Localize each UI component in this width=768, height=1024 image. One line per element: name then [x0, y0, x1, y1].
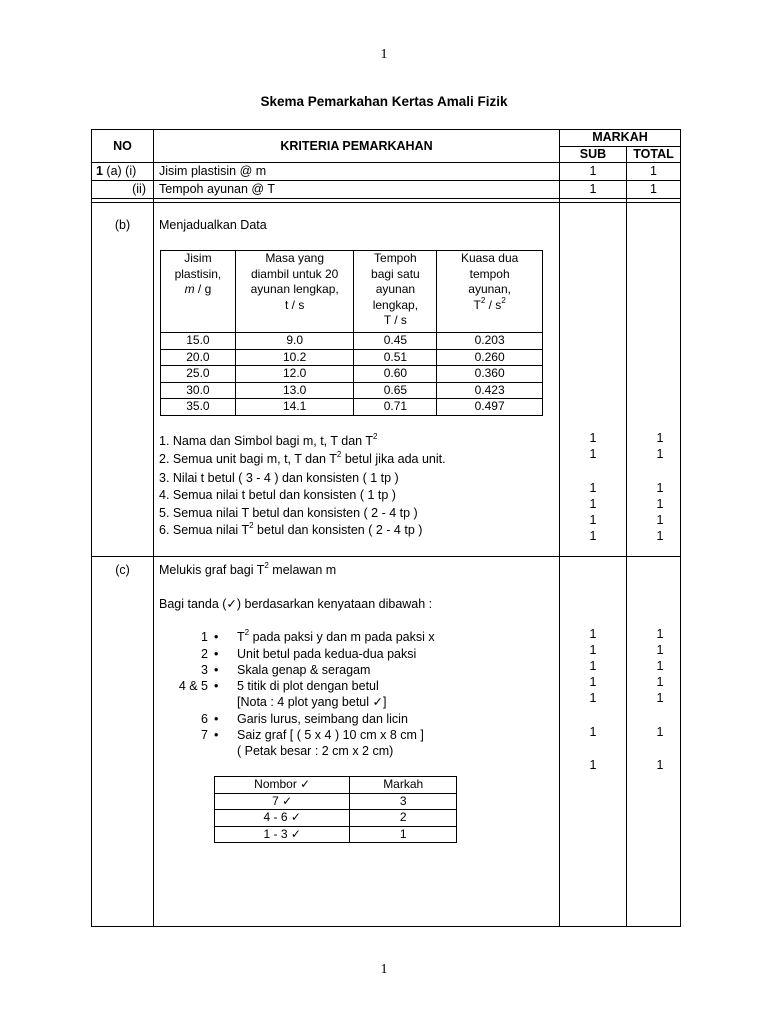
score-table-row — [215, 810, 457, 827]
criteria-text: Garis lurus, seimbang dan licin — [237, 712, 408, 726]
row-a-i-number: 1 (a) (i) — [96, 164, 137, 178]
header-kriteria: KRITERIA PEMARKAHAN — [280, 139, 433, 153]
data-table-cell: 35.0 — [161, 399, 236, 416]
data-table-row — [161, 366, 543, 383]
criteria-item: 3. Nilai t betul ( 3 - 4 ) dan konsisten ( 1 tp ) — [159, 471, 399, 485]
criteria-number: 6 — [201, 712, 208, 726]
data-table — [160, 250, 543, 416]
bullet-icon: • — [214, 663, 219, 677]
criteria-item: 1. Nama dan Simbol bagi m, t, T dan $T^2$ — [159, 432, 378, 448]
data-table-cell: 9.0 — [235, 333, 354, 350]
criteria-item: 4. Semua nilai t betul dan konsisten ( 1 tp ) — [159, 488, 396, 502]
criteria-text: Saiz graf [ ( 5 x 4 ) 10 cm x 8 cm ] — [237, 728, 424, 742]
data-table-row — [161, 333, 543, 350]
bullet-icon: • — [214, 712, 219, 726]
sub-mark: 1 — [589, 627, 597, 641]
sub-mark: 1 — [589, 497, 597, 511]
data-table-row — [161, 349, 543, 366]
total-mark: 1 — [656, 643, 664, 657]
total-mark: 1 — [656, 447, 664, 461]
total-mark: 1 — [656, 725, 664, 739]
bullet-icon: • — [214, 647, 219, 661]
row-a-ii-criteria: Tempoh ayunan @ T — [159, 182, 275, 196]
row-a-ii-total: 1 — [650, 182, 657, 196]
data-table-cell: 15.0 — [161, 333, 236, 350]
data-table-cell: 0.45 — [354, 333, 437, 350]
row-a-ii-number: (ii) — [132, 182, 146, 196]
header-sub: SUB — [579, 147, 607, 161]
criteria-text: ( Petak besar : 2 cm x 2 cm) — [237, 744, 394, 758]
sub-mark: 1 — [589, 513, 597, 527]
score-table-header: Markah — [350, 777, 457, 794]
sub-mark: 1 — [589, 447, 597, 461]
bullet-icon: • — [214, 679, 219, 693]
bullet-icon: • — [214, 728, 219, 742]
sub-mark: 1 — [589, 691, 597, 705]
criteria-item: 5. Semua nilai T betul dan konsisten ( 2 - 4 tp ) — [159, 506, 418, 520]
score-table-row — [215, 826, 457, 843]
total-mark: 1 — [656, 758, 664, 772]
data-table-cell: 20.0 — [161, 349, 236, 366]
data-table-cell: 0.60 — [354, 366, 437, 383]
data-table-cell: 0.203 — [437, 333, 543, 350]
data-table-cell: 0.71 — [354, 399, 437, 416]
criteria-text: Skala genap & seragam — [237, 663, 371, 677]
criteria-number: 2 — [201, 647, 208, 661]
criteria-item: 2. Semua unit bagi m, t, T dan $T^2$ betul jika ada unit. — [159, 450, 446, 466]
page-number-top: 1 — [380, 47, 388, 62]
data-table-row — [161, 399, 543, 416]
sub-mark: 1 — [589, 529, 597, 543]
criteria-item: 6. Semua nilai $T^2$ betul dan konsisten ( 2 - 4 tp ) — [159, 521, 423, 537]
sub-mark: 1 — [589, 643, 597, 657]
data-table-cell: 0.260 — [437, 349, 543, 366]
sub-mark: 1 — [589, 431, 597, 445]
total-mark: 1 — [656, 481, 664, 495]
score-table-cell: 1 - 3 ✓ — [215, 826, 350, 843]
score-table — [214, 776, 457, 843]
data-table-cell: 0.65 — [354, 382, 437, 399]
data-table-row — [161, 382, 543, 399]
row-c-heading: Melukis graf bagi $T^2$ melawan m — [159, 561, 337, 577]
score-table-cell: 7 ✓ — [215, 793, 350, 810]
sub-mark: 1 — [589, 675, 597, 689]
sub-mark: 1 — [589, 758, 597, 772]
total-mark: 1 — [656, 529, 664, 543]
data-table-cell: 10.2 — [235, 349, 354, 366]
data-table-cell: 0.423 — [437, 382, 543, 399]
bullet-icon: • — [214, 630, 219, 644]
criteria-number: 1 — [201, 630, 208, 644]
total-mark: 1 — [656, 431, 664, 445]
row-c-instruction: Bagi tanda (✓) berdasarkan kenyataan dibawah : — [159, 597, 433, 611]
data-table-header-period: Tempoh bagi satu ayunan lengkap, T / s — [354, 251, 437, 333]
data-table-header-mass: Jisim plastisin, m / g — [161, 251, 236, 333]
sub-mark: 1 — [589, 659, 597, 673]
sub-mark: 1 — [589, 481, 597, 495]
row-c-number: (c) — [115, 563, 130, 577]
criteria-text: Unit betul pada kedua-dua paksi — [237, 647, 417, 661]
sub-mark: 1 — [589, 725, 597, 739]
row-b-number: (b) — [114, 218, 131, 232]
total-mark: 1 — [656, 675, 664, 689]
header-total: TOTAL — [633, 147, 674, 161]
data-table-header-period-squared: Kuasa dua tempoh ayunan, $T^2 / s^2$ — [437, 251, 543, 333]
score-table-cell: 4 - 6 ✓ — [215, 810, 350, 827]
criteria-text: 5 titik di plot dengan betul — [237, 679, 379, 693]
total-mark: 1 — [656, 513, 664, 527]
criteria-text: $T^2$ pada paksi y dan m pada paksi x — [237, 628, 435, 644]
row-a-i-total: 1 — [650, 164, 657, 178]
score-table-cell: 1 — [350, 826, 457, 843]
data-table-cell: 13.0 — [235, 382, 354, 399]
total-mark: 1 — [656, 691, 664, 705]
total-mark: 1 — [656, 497, 664, 511]
total-mark: 1 — [656, 659, 664, 673]
data-table-cell: 12.0 — [235, 366, 354, 383]
row-a-i-criteria: Jisim plastisin @ m — [159, 164, 267, 178]
data-table-cell: 0.51 — [354, 349, 437, 366]
header-no: NO — [113, 139, 132, 153]
criteria-text: [Nota : 4 plot yang betul ✓] — [237, 695, 387, 709]
header-markah: MARKAH — [592, 130, 648, 144]
data-table-cell: 0.497 — [437, 399, 543, 416]
total-mark: 1 — [656, 627, 664, 641]
row-a-i-sub: 1 — [589, 164, 597, 178]
row-b-heading: Menjadualkan Data — [159, 218, 267, 232]
score-table-header: Nombor ✓ — [215, 777, 350, 794]
score-table-cell: 2 — [350, 810, 457, 827]
data-table-cell: 0.360 — [437, 366, 543, 383]
data-table-cell: 14.1 — [235, 399, 354, 416]
data-table-cell: 25.0 — [161, 366, 236, 383]
criteria-number: 7 — [201, 728, 208, 742]
criteria-number: 4 & 5 — [178, 679, 208, 693]
data-table-header-time: Masa yang diambil untuk 20 ayunan lengkap, t / s — [235, 251, 354, 333]
score-table-row — [215, 793, 457, 810]
data-table-cell: 30.0 — [161, 382, 236, 399]
page-number-bottom: 1 — [380, 962, 388, 977]
page-title: Skema Pemarkahan Kertas Amali Fizik — [260, 94, 508, 109]
score-table-cell: 3 — [350, 793, 457, 810]
criteria-number: 3 — [201, 663, 208, 677]
row-a-ii-sub: 1 — [589, 182, 597, 196]
